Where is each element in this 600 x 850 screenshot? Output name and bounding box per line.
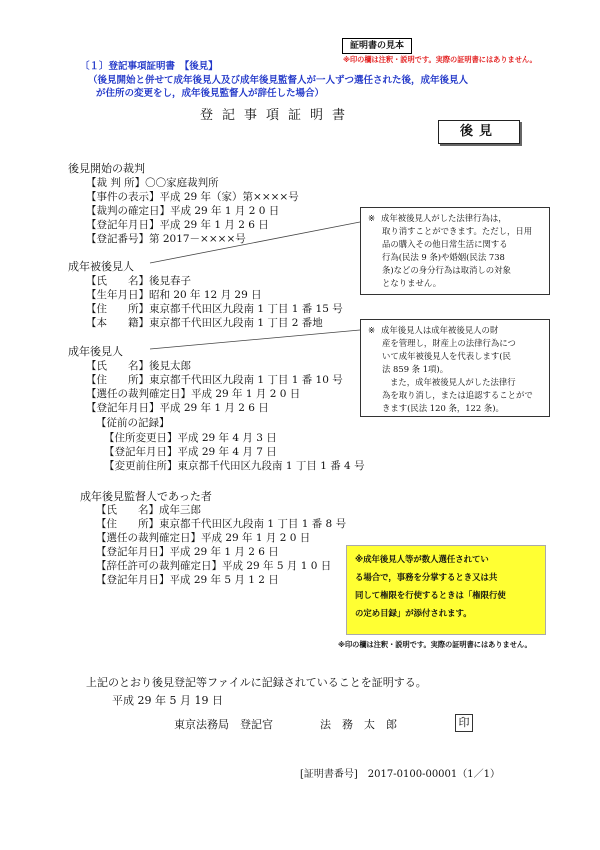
- certification-date: 平成 29 年 5 月 19 日: [112, 694, 223, 707]
- section-heading-guardian: 成年後見人: [68, 345, 123, 358]
- note-line: ※ 成年被後見人がした法律行為は，: [368, 213, 507, 223]
- note-line: また，成年被後見人がした法律行: [390, 377, 516, 387]
- note-mark: ※: [368, 325, 376, 335]
- section-heading-trial: 後見開始の裁判: [68, 162, 145, 175]
- certification-office: 東京法務局 登記官: [174, 718, 273, 731]
- sample-label: 証明書の見本: [342, 38, 412, 54]
- section-heading-supervisor: 成年後見監督人であった者: [80, 490, 212, 503]
- note-box-guardian-powers: [360, 319, 550, 417]
- yellow-note-line: る場合で，事務を分掌するとき又は共: [355, 572, 498, 582]
- guardian-address-line: 【住 所】東京都千代田区九段南 1 丁目 1 番 10 号: [86, 374, 343, 386]
- case-description-line2: が住所の変更をし，成年後見監督人が辞任した場合）: [96, 88, 325, 99]
- case-description-line1: （後見開始と併せて成年後見人及び成年後見監督人が一人ずつ選任された後，成年後見人: [88, 75, 469, 86]
- note-line: ※ 成年後見人は成年被後見人の財: [368, 325, 499, 335]
- document-title: 登記事項証明書: [200, 108, 355, 123]
- ward-domicile-line: 【本 籍】東京都千代田区九段南 1 丁目 2 番地: [86, 317, 323, 329]
- note-box-multiple-guardians: [346, 545, 546, 635]
- trial-registered-line: 【登記年月日】平成 29 年 1 月 2 6 日: [86, 219, 269, 231]
- ward-name-line: 【氏 名】後見春子: [86, 275, 191, 287]
- leader-line-guardian: [150, 330, 360, 349]
- yellow-note-line: ※成年後見人等が数人選任されてい: [355, 554, 489, 564]
- note-line: いて成年被後見人を代表します(民: [382, 351, 511, 361]
- official-seal: 印: [455, 714, 473, 732]
- note-line: 品の購入その他日常生活に関する: [382, 239, 508, 249]
- guardian-history-registered: 【登記年月日】平成 29 年 4 月 7 日: [104, 446, 277, 458]
- note-box-ward-acts: [360, 207, 550, 295]
- sample-disclaimer-note: ※印の欄は注釈・説明です。実際の証明書にはありません。: [343, 55, 537, 64]
- supervisor-resignation-registered-line: 【登記年月日】平成 29 年 5 月 1 2 日: [96, 574, 279, 586]
- trial-case-line: 【事件の表示】平成 29 年（家）第××××号: [86, 191, 299, 203]
- guardian-registered-line: 【登記年月日】平成 29 年 1 月 2 6 日: [86, 402, 269, 414]
- certificate-number: [証明書番号] 2017-0100-00001（1／1）: [300, 769, 500, 780]
- ward-birthdate-line: 【生年月日】昭和 20 年 12 月 29 日: [86, 289, 262, 301]
- supervisor-registered-line: 【登記年月日】平成 29 年 1 月 2 6 日: [96, 546, 279, 558]
- note-line: 法 859 条 1項)。: [382, 364, 449, 374]
- case-heading: 〔１〕登記事項証明書 【後見】: [80, 61, 218, 72]
- registrar-name: 法 務 太 郎: [320, 718, 397, 731]
- supervisor-resignation-line: 【辞任許可の裁判確定日】平成 29 年 5 月 1 0 日: [96, 560, 332, 572]
- trial-finalized-line: 【裁判の確定日】平成 29 年 1 月 2 0 日: [86, 205, 280, 217]
- guardian-history-heading: 【従前の記録】: [96, 417, 170, 429]
- guardian-history-change-date: 【住所変更日】平成 29 年 4 月 3 日: [104, 432, 277, 444]
- note-mark: ※: [368, 213, 376, 223]
- supervisor-address-line: 【住 所】東京都千代田区九段南 1 丁目 1 番 8 号: [96, 518, 347, 530]
- note-line: となりません。: [382, 278, 442, 288]
- note-line: きます(民法 120 条，122 条)。: [382, 403, 504, 413]
- guardian-history-previous-address: 【変更前住所】東京都千代田区九段南 1 丁目 1 番 4 号: [104, 460, 365, 472]
- guardian-appointed-line: 【選任の裁判確定日】平成 29 年 1 月 2 0 日: [86, 388, 301, 400]
- supervisor-name-line: 【氏 名】成年三郎: [96, 504, 201, 516]
- document-type-box: 後見: [438, 120, 520, 144]
- note-line: 為を取り消し，または追認することがで: [382, 390, 533, 400]
- trial-court-line: 【裁 判 所】〇〇家庭裁判所: [86, 177, 219, 189]
- note-line: 行為(民法 9 条)や婚姻(民法 738: [382, 252, 505, 262]
- ward-address-line: 【住 所】東京都千代田区九段南 1 丁目 1 番 15 号: [86, 303, 343, 315]
- note-line: 取り消すことができます。ただし，日用: [382, 226, 533, 236]
- supervisor-appointed-line: 【選任の裁判確定日】平成 29 年 1 月 2 0 日: [96, 532, 311, 544]
- note-line: 条)などの身分行為は取消しの対象: [382, 265, 511, 275]
- certification-statement: 上記のとおり後見登記等ファイルに記録されていることを証明する。: [86, 676, 427, 689]
- note-line: 産を管理し，財産上の法律行為につ: [382, 338, 516, 348]
- guardian-name-line: 【氏 名】後見太郎: [86, 360, 191, 372]
- section-heading-ward: 成年被後見人: [68, 260, 134, 273]
- yellow-note-line: 同して権限を行使するときは「権限行使: [355, 590, 506, 600]
- sample-disclaimer-note-bottom: ※印の欄は注釈・説明です。実際の証明書にはありません。: [338, 640, 532, 649]
- yellow-note-line: の定め目録」が添付されます。: [355, 608, 472, 618]
- trial-number-line: 【登記番号】第 2017－××××号: [86, 233, 246, 245]
